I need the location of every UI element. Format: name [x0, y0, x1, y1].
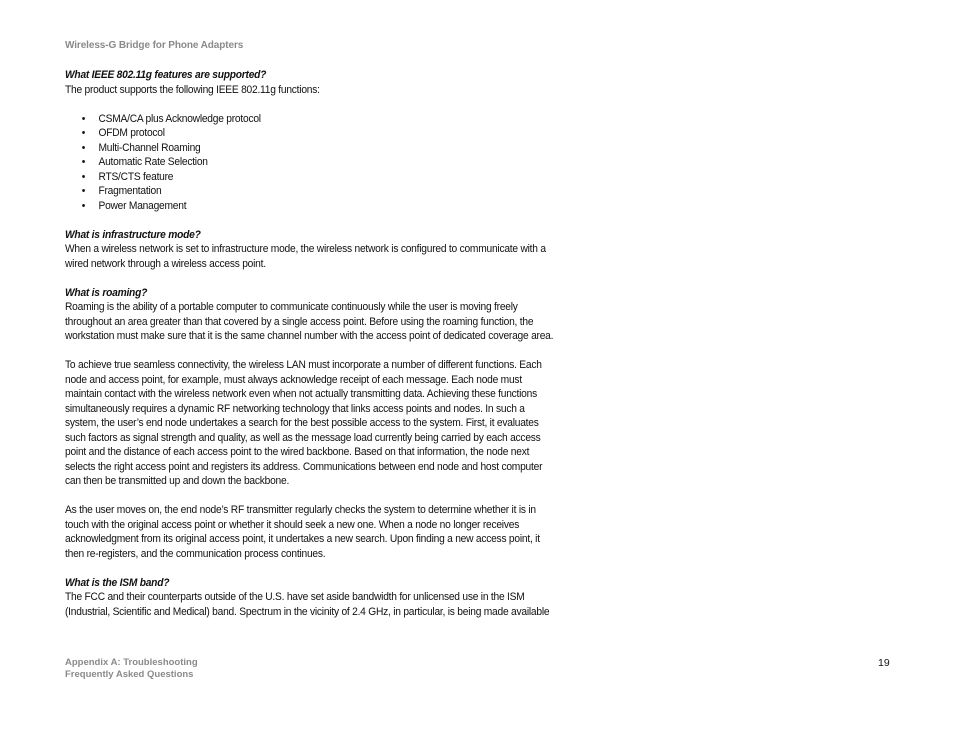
list-item: • Multi-Channel Roaming	[65, 141, 558, 156]
faq-paragraph: The FCC and their counterparts outside of the U.S. have set aside bandwidth for unlicensed use in the ISM (Industrial, Scientific and Medical) band. Spectrum in the vicinity of 2.4 GHz, in particular, is being made available	[65, 591, 550, 618]
feature-list	[65, 112, 558, 214]
faq-paragraph: As the user moves on, the end node’s RF transmitter regularly checks the system to determine whether it is in touch with the original access point or whether it should seek a new one. When a node no longer receives acknowledgment from its original access point, it undertakes a new search. Upon finding a new access point, it then re-registers, and the communication process continues.	[65, 504, 540, 560]
footer-section-title: Appendix A: Troubleshooting	[65, 657, 198, 668]
document-body	[65, 68, 558, 619]
faq-paragraph: To achieve true seamless connectivity, the wireless LAN must incorporate a number of different functions. Each node and access point, for example, must always acknowledge receipt of each message. Each node must maintain contact with the wireless network even when not actually transmitting data. Achieving these functions simultaneously requires a dynamic RF networking technology that links access points and nodes. In such a system, the user’s end node undertakes a search for the best possible access to the system. First, it evaluates such factors as signal strength and quality, as well as the message load currently being carried by each access point and the distance of each access point to the wired backbone. Based on that information, the node next selects the right access point and registers its address. Communications between end node and host computer can then be transmitted up and down the backbone.	[65, 359, 543, 487]
faq-question: What is roaming?	[65, 286, 148, 299]
list-item: • Fragmentation	[65, 184, 558, 199]
document-footer	[65, 657, 198, 681]
page-number: 19	[878, 657, 890, 669]
document-header: Wireless-G Bridge for Phone Adapters	[65, 40, 244, 51]
faq-question: What is infrastructure mode?	[65, 228, 201, 241]
faq-question: What IEEE 802.11g features are supported?	[65, 69, 267, 81]
faq-paragraph: When a wireless network is set to infrastructure mode, the wireless network is configured to communicate with a wired network through a wireless access point.	[65, 243, 546, 270]
footer-subsection-title: Frequently Asked Questions	[65, 669, 194, 680]
list-item: • Power Management	[65, 199, 558, 214]
list-item: • RTS/CTS feature	[65, 170, 558, 185]
faq-paragraph: Roaming is the ability of a portable computer to communicate continuously while the user is moving freely throughout an area greater than that covered by a single access point. Before using the roaming function, the workstation must make sure that it is the same channel number with the access point of dedicated coverage area.	[65, 301, 554, 342]
faq-paragraph: The product supports the following IEEE 802.11g functions:	[65, 83, 320, 96]
list-item: • CSMA/CA plus Acknowledge protocol	[65, 112, 558, 127]
faq-question: What is the ISM band?	[65, 576, 170, 589]
list-item: • OFDM protocol	[65, 126, 558, 141]
list-item: • Automatic Rate Selection	[65, 155, 558, 170]
